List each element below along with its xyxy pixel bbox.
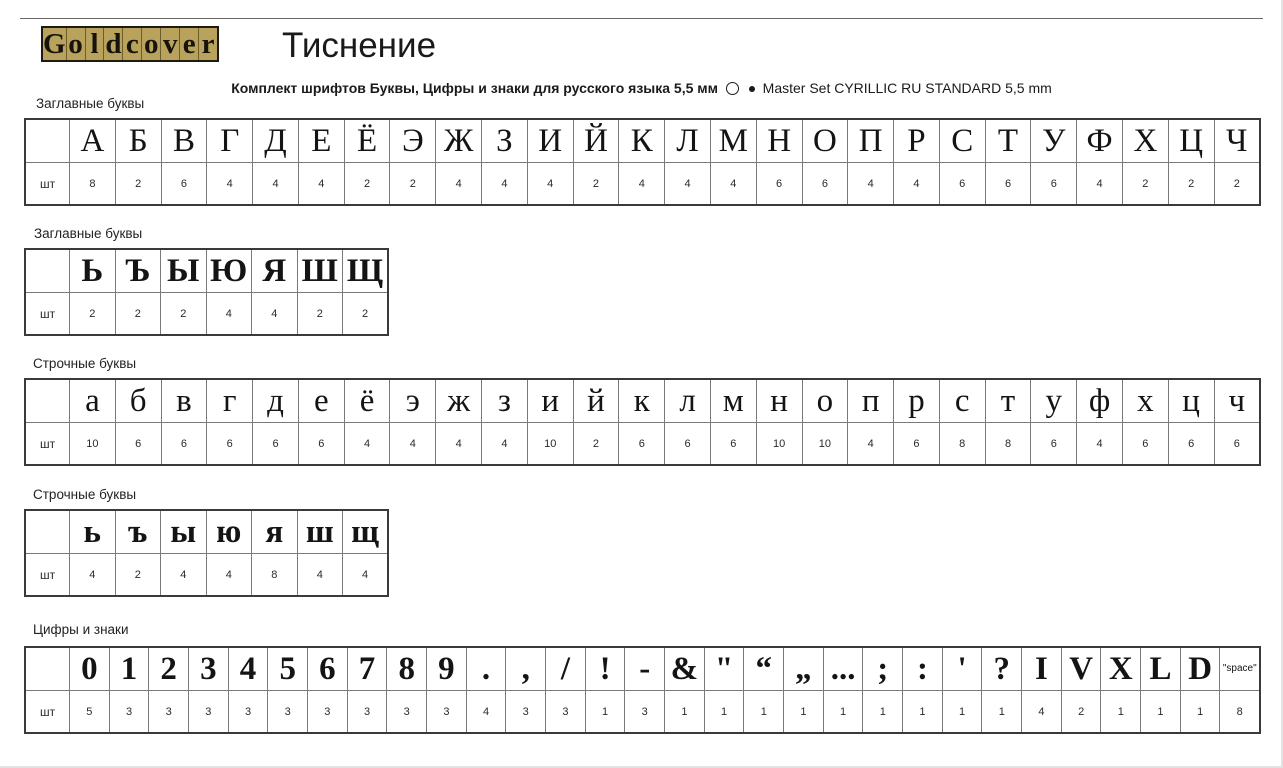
count-cell: 4 — [252, 293, 298, 336]
count-cell: 4 — [710, 163, 756, 206]
count-cell: 1 — [1180, 691, 1220, 734]
glyph-cell: 4 — [228, 647, 268, 691]
section-label-capitals-extra: Заглавные буквы — [34, 226, 143, 241]
count-row — [25, 163, 1260, 206]
count-cell: 2 — [70, 293, 116, 336]
glyph-cell: б — [115, 379, 161, 423]
count-cell: 8 — [70, 163, 116, 206]
count-cell: 4 — [665, 163, 711, 206]
glyph-cell: В — [161, 119, 207, 163]
count-cell: 6 — [985, 163, 1031, 206]
count-cell: 6 — [115, 423, 161, 466]
count-cell: 6 — [710, 423, 756, 466]
count-cell: 1 — [665, 691, 705, 734]
glyph-cell: Я — [252, 249, 298, 293]
glyph-row — [25, 379, 1260, 423]
count-cell: 4 — [298, 163, 344, 206]
count-cell: 6 — [756, 163, 802, 206]
glyph-cell: Ё — [344, 119, 390, 163]
count-cell: 3 — [149, 691, 189, 734]
subtitle-ru: Комплект шрифтов Буквы, Цифры и знаки для русского языка 5,5 мм — [231, 80, 718, 96]
count-cell: 4 — [482, 163, 528, 206]
count-cell: 10 — [802, 423, 848, 466]
count-cell: 2 — [573, 423, 619, 466]
count-cell: 4 — [206, 554, 252, 597]
count-cell: 4 — [207, 163, 253, 206]
glyph-cell: ч — [1214, 379, 1260, 423]
glyph-cell: Л — [665, 119, 711, 163]
count-cell: 1 — [823, 691, 863, 734]
count-cell: 4 — [70, 554, 116, 597]
glyph-cell: ё — [344, 379, 390, 423]
count-cell: 3 — [268, 691, 308, 734]
count-cell: 4 — [253, 163, 299, 206]
glyph-cell: н — [756, 379, 802, 423]
glyph-cell: П — [848, 119, 894, 163]
glyph-cell: Д — [253, 119, 299, 163]
glyph-cell: Ы — [161, 249, 207, 293]
page-title: Тиснение — [282, 26, 437, 65]
glyph-cell: ; — [863, 647, 903, 691]
count-cell: 6 — [1031, 163, 1077, 206]
glyph-row — [25, 249, 388, 293]
count-cell: 3 — [387, 691, 427, 734]
glyph-cell: Х — [1122, 119, 1168, 163]
glyph-cell: 5 — [268, 647, 308, 691]
count-cell: 2 — [1061, 691, 1101, 734]
count-cell: 6 — [161, 423, 207, 466]
glyph-cell: ! — [585, 647, 625, 691]
count-cell: 3 — [109, 691, 149, 734]
count-cell: 10 — [527, 423, 573, 466]
glyph-cell: Щ — [343, 249, 389, 293]
count-cell: 4 — [436, 163, 482, 206]
goldcover-logo — [41, 26, 219, 62]
count-cell: 2 — [115, 293, 161, 336]
count-cell: 6 — [298, 423, 344, 466]
count-cell: 6 — [665, 423, 711, 466]
glyph-cell: Ч — [1214, 119, 1260, 163]
count-cell: 1 — [942, 691, 982, 734]
logo-letter: r — [199, 28, 217, 60]
count-cell: 1 — [982, 691, 1022, 734]
count-cell: 2 — [161, 293, 207, 336]
glyph-cell: а — [70, 379, 116, 423]
section-label-capitals: Заглавные буквы — [36, 96, 145, 111]
logo-letter: o — [142, 28, 161, 60]
count-cell: 6 — [1214, 423, 1260, 466]
count-cell: 3 — [506, 691, 546, 734]
glyph-cell: D — [1180, 647, 1220, 691]
count-cell: 8 — [252, 554, 298, 597]
count-cell: 4 — [894, 163, 940, 206]
glyph-cell: У — [1031, 119, 1077, 163]
logo-letter: d — [105, 27, 122, 60]
glyph-cell: К — [619, 119, 665, 163]
corner-cell — [25, 647, 70, 691]
glyph-cell: & — [665, 647, 705, 691]
count-cell: 6 — [253, 423, 299, 466]
count-cell: 3 — [189, 691, 229, 734]
count-cell: 4 — [482, 423, 528, 466]
glyph-cell: ы — [161, 510, 207, 554]
count-cell: 4 — [206, 293, 252, 336]
logo-letter: v — [161, 28, 180, 60]
glyph-cell: , — [506, 647, 546, 691]
count-cell: 8 — [1220, 691, 1260, 734]
count-cell: 4 — [848, 423, 894, 466]
capital-letters-table — [24, 118, 1261, 206]
glyph-cell: е — [298, 379, 344, 423]
section-label-lowercase: Строчные буквы — [33, 356, 137, 371]
digits-signs-table — [24, 646, 1261, 734]
count-cell: 1 — [744, 691, 784, 734]
count-cell: 6 — [619, 423, 665, 466]
glyph-cell: Г — [207, 119, 253, 163]
glyph-cell: п — [848, 379, 894, 423]
count-cell: 6 — [207, 423, 253, 466]
glyph-cell: О — [802, 119, 848, 163]
glyph-cell: Б — [115, 119, 161, 163]
count-cell: 6 — [161, 163, 207, 206]
count-cell: 2 — [343, 293, 389, 336]
count-cell: 1 — [585, 691, 625, 734]
glyph-cell: к — [619, 379, 665, 423]
glyph-cell: 9 — [427, 647, 467, 691]
subtitle-en: Master Set CYRILLIC RU STANDARD 5,5 mm — [762, 80, 1052, 96]
glyph-cell: Т — [985, 119, 1031, 163]
glyph-cell: т — [985, 379, 1031, 423]
glyph-cell: I — [1022, 647, 1062, 691]
count-cell: 4 — [466, 691, 506, 734]
glyph-cell: З — [482, 119, 528, 163]
count-cell: 5 — [70, 691, 110, 734]
glyph-cell: 0 — [70, 647, 110, 691]
count-cell: 2 — [1168, 163, 1214, 206]
count-cell: 3 — [228, 691, 268, 734]
count-row — [25, 423, 1260, 466]
logo-letter: G — [43, 27, 66, 60]
count-label: шт — [25, 163, 70, 206]
count-cell: 1 — [863, 691, 903, 734]
count-cell: 2 — [390, 163, 436, 206]
glyph-cell: й — [573, 379, 619, 423]
glyph-cell: э — [390, 379, 436, 423]
count-row — [25, 554, 388, 597]
glyph-cell: 7 — [347, 647, 387, 691]
glyph-cell: Н — [756, 119, 802, 163]
count-cell: 10 — [70, 423, 116, 466]
glyph-cell: М — [710, 119, 756, 163]
subtitle — [0, 79, 1283, 97]
glyph-cell: А — [70, 119, 116, 163]
count-cell: 4 — [436, 423, 482, 466]
glyph-cell: з — [482, 379, 528, 423]
glyph-cell: : — [903, 647, 943, 691]
count-cell: 4 — [619, 163, 665, 206]
corner-cell — [25, 119, 70, 163]
glyph-cell: V — [1061, 647, 1101, 691]
glyph-cell: о — [802, 379, 848, 423]
glyph-cell: Й — [573, 119, 619, 163]
count-row — [25, 293, 388, 336]
count-cell: 6 — [1122, 423, 1168, 466]
count-cell: 6 — [1168, 423, 1214, 466]
count-cell: 2 — [115, 554, 161, 597]
logo-letter: c — [123, 28, 142, 60]
count-cell: 1 — [784, 691, 824, 734]
bullet-icon — [749, 86, 755, 92]
count-cell: 6 — [1031, 423, 1077, 466]
glyph-cell: Ю — [206, 249, 252, 293]
count-cell: 3 — [427, 691, 467, 734]
capital-letters-extra-table — [24, 248, 389, 336]
count-cell: 4 — [161, 554, 207, 597]
count-cell: 4 — [344, 423, 390, 466]
glyph-cell: л — [665, 379, 711, 423]
top-divider — [20, 18, 1263, 19]
corner-cell — [25, 510, 70, 554]
glyph-cell: ' — [942, 647, 982, 691]
glyph-cell: ц — [1168, 379, 1214, 423]
count-cell: 8 — [985, 423, 1031, 466]
glyph-cell: С — [939, 119, 985, 163]
count-cell: 4 — [390, 423, 436, 466]
glyph-cell: ъ — [115, 510, 161, 554]
lowercase-letters-extra-table — [24, 509, 389, 597]
glyph-cell: L — [1141, 647, 1181, 691]
count-label: шт — [25, 423, 70, 466]
count-cell: 1 — [704, 691, 744, 734]
glyph-cell: я — [252, 510, 298, 554]
lowercase-letters-table — [24, 378, 1261, 466]
glyph-cell: ... — [823, 647, 863, 691]
glyph-row — [25, 510, 388, 554]
count-cell: 4 — [297, 554, 343, 597]
glyph-cell: Е — [298, 119, 344, 163]
count-cell: 2 — [115, 163, 161, 206]
count-cell: 4 — [1077, 163, 1123, 206]
glyph-cell: ю — [206, 510, 252, 554]
count-cell: 2 — [1122, 163, 1168, 206]
glyph-cell: И — [527, 119, 573, 163]
section-label-lowercase-extra: Строчные буквы — [33, 487, 137, 502]
glyph-cell: и — [527, 379, 573, 423]
logo-letter: o — [67, 28, 86, 60]
glyph-cell: „ — [784, 647, 824, 691]
glyph-cell: 3 — [189, 647, 229, 691]
count-row — [25, 691, 1260, 734]
glyph-cell: 6 — [308, 647, 348, 691]
glyph-row — [25, 647, 1260, 691]
glyph-cell: у — [1031, 379, 1077, 423]
count-cell: 8 — [939, 423, 985, 466]
glyph-cell: “ — [744, 647, 784, 691]
section-label-digits-signs: Цифры и знаки — [33, 622, 129, 637]
count-cell: 4 — [527, 163, 573, 206]
count-cell: 10 — [756, 423, 802, 466]
glyph-cell: Р — [894, 119, 940, 163]
count-cell: 1 — [1141, 691, 1181, 734]
glyph-cell: X — [1101, 647, 1141, 691]
glyph-cell: Ш — [297, 249, 343, 293]
glyph-cell: Ъ — [115, 249, 161, 293]
count-cell: 1 — [903, 691, 943, 734]
corner-cell — [25, 379, 70, 423]
count-cell: 3 — [347, 691, 387, 734]
glyph-cell: д — [253, 379, 299, 423]
count-cell: 2 — [344, 163, 390, 206]
glyph-cell: ж — [436, 379, 482, 423]
glyph-row — [25, 119, 1260, 163]
glyph-cell: ? — [982, 647, 1022, 691]
count-cell: 4 — [848, 163, 894, 206]
count-cell: 2 — [297, 293, 343, 336]
glyph-cell: - — [625, 647, 665, 691]
glyph-cell: х — [1122, 379, 1168, 423]
count-cell: 6 — [939, 163, 985, 206]
glyph-cell: м — [710, 379, 756, 423]
glyph-cell: с — [939, 379, 985, 423]
count-cell: 3 — [625, 691, 665, 734]
logo-letter: l — [86, 28, 105, 60]
count-cell: 3 — [308, 691, 348, 734]
glyph-cell: 1 — [109, 647, 149, 691]
count-label: шт — [25, 691, 70, 734]
glyph-cell: щ — [343, 510, 389, 554]
glyph-cell: ф — [1077, 379, 1123, 423]
logo-letter: e — [180, 28, 199, 60]
glyph-cell: 8 — [387, 647, 427, 691]
glyph-cell: г — [207, 379, 253, 423]
count-cell: 2 — [1214, 163, 1260, 206]
count-label: шт — [25, 554, 70, 597]
corner-cell — [25, 249, 70, 293]
count-cell: 4 — [343, 554, 389, 597]
glyph-cell: / — [546, 647, 586, 691]
glyph-cell: в — [161, 379, 207, 423]
glyph-cell: Ц — [1168, 119, 1214, 163]
count-cell: 2 — [573, 163, 619, 206]
count-cell: 1 — [1101, 691, 1141, 734]
glyph-cell: 2 — [149, 647, 189, 691]
glyph-cell: "space" — [1220, 647, 1260, 691]
glyph-cell: Ф — [1077, 119, 1123, 163]
glyph-cell: Ь — [70, 249, 116, 293]
count-label: шт — [25, 293, 70, 336]
circle-icon — [726, 82, 739, 95]
count-cell: 6 — [894, 423, 940, 466]
glyph-cell: " — [704, 647, 744, 691]
count-cell: 4 — [1077, 423, 1123, 466]
count-cell: 3 — [546, 691, 586, 734]
count-cell: 4 — [1022, 691, 1062, 734]
glyph-cell: ь — [70, 510, 116, 554]
glyph-cell: р — [894, 379, 940, 423]
glyph-cell: . — [466, 647, 506, 691]
count-cell: 6 — [802, 163, 848, 206]
glyph-cell: Ж — [436, 119, 482, 163]
glyph-cell: Э — [390, 119, 436, 163]
glyph-cell: ш — [297, 510, 343, 554]
